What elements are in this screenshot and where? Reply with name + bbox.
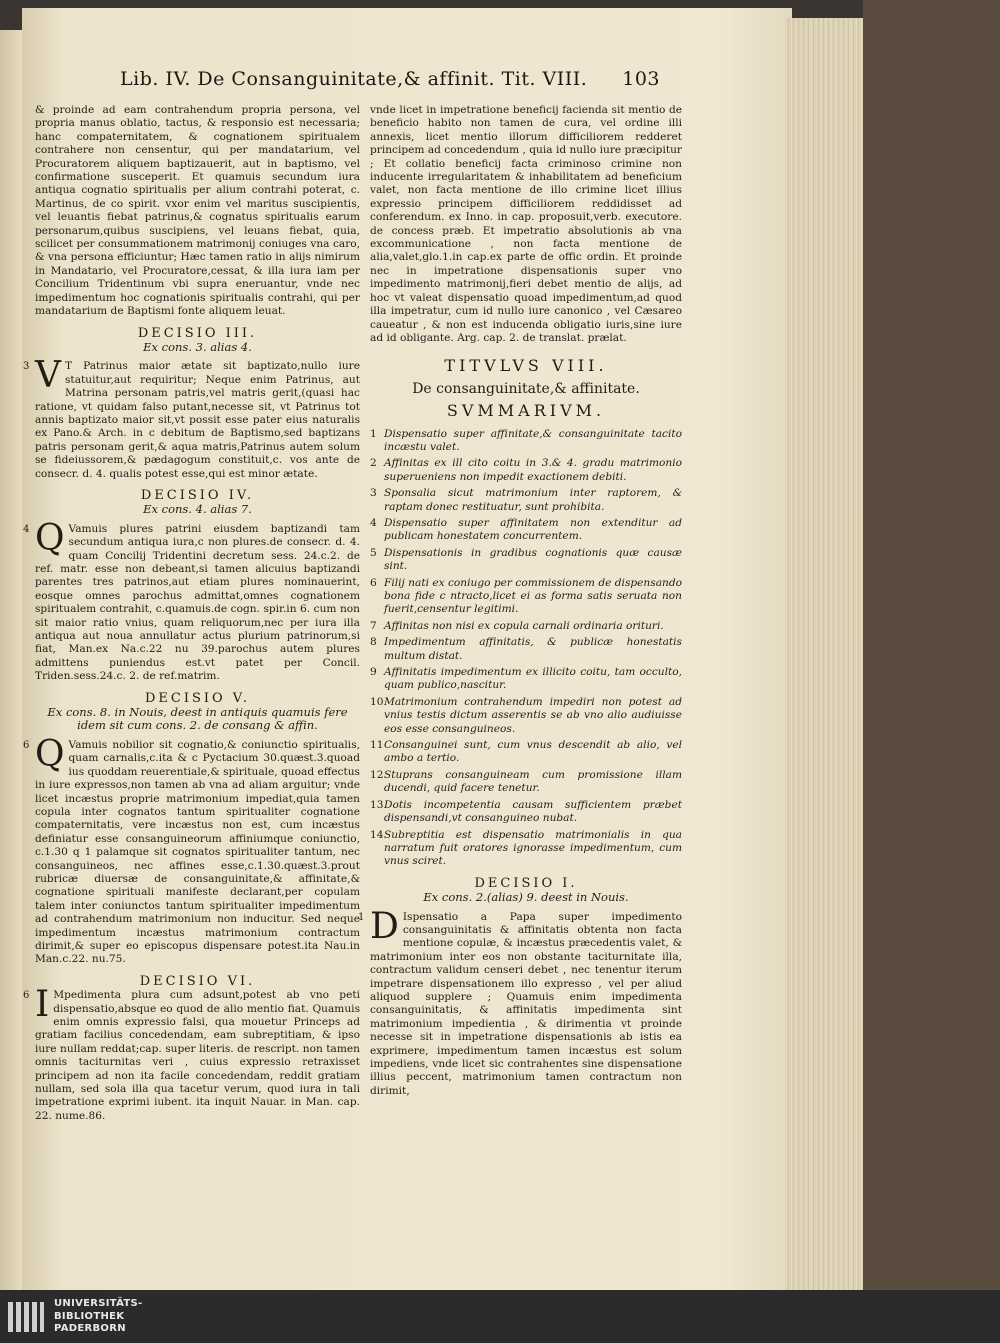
summarium-item [370,799,682,826]
summarium-item-text: Sponsalia sicut matrimonium inter raptorem, & raptam donec restituatur, sunt prohibita. [384,487,682,513]
summarium-item-text: Affinitas ex ill cito coitu in 3.& 4. gradu matrimonio superueniens non impedit exactionem debiti. [384,457,682,483]
summarium-item-number: 8 [370,636,377,649]
intro-text: vnde licet in impetratione beneficij facienda sit mentio de beneficio habito non tamen de cura, vel ordine illi annexis, licet mentio illorum difficiliorem redderet principem ad concedendum , quia id nullo iure præcipitur ; Et collatio beneficij facta criminoso crimine non inducente irregularitatem & inhabilitatem ad beneficium valet, non facta mentione de illo crimine licet illius expressio principem difficiliorem reddidisset ad conferendum. ex Inno. in cap. proposuit,verb. executore. de concess præb. Et impetratio absolutionis ab vna excommunicatione , non facta mentione de alia,valet,glo.1.in cap.ex parte de offic ordin. Et proinde nec in impetratione dispensationis super vno impedimento matrimonij,fieri debet mentio de alijs, ad hoc vt valeat dispensatio quoad impedimentum,ad quod illa impetratur, cum id nullo iure canonico , vel Cæsareo caueatur , & non est inducenda obligatio iuris,sine iure ad id obligante. Arg. cap. 2. de translat. prælat. [370,104,682,344]
paragraph-text: Mpedimenta plura cum adsunt,potest ab vno peti dispensatio,absque eo quod de alio mentio fiat. Quamuis enim omnis expressio falsi, qua mouetur Princeps ad gratiam facilius concedendam, eam subreptitiam, & ipso iure nullam reddat;cap. super literis. de rescript. non tamen omnis taciturnitas veri , cuius expressio retraxisset principem ad non ita facile concedendam, reddit gratiam nullam, sed sola illa qua tacetur verum, quod iura in tali impetratione exprimi iubent. ita inquit Nauar. in Man. cap. 22. nume.86. [35,989,360,1122]
summarium-item-number: 12 [370,768,384,781]
decisio-4-text [23,517,360,684]
summarium-item-text: Dispensationis in gradibus cognationis quæ causæ sint. [384,546,682,573]
summarium-item-number: 4 [370,516,377,529]
titulus-subheading: De consanguinitate,& affinitate. [412,380,640,397]
summarium-item-number: 11 [370,739,384,752]
summarium-item-text: Dispensatio super affinitatem non extenditur ad publicam honestatem concurrentem. [384,516,682,543]
decisio-3-subheading: Ex cons. 3. alias 4. [143,339,252,354]
page-stack-edge [785,18,863,1290]
intro-text: & proinde ad eam contrahendum propria persona, vel propria manus oblatio, tactus, & responsio est necessaria; hanc compaternitatem, & cognationem spiritualem contrahere non censentur, qui per mandatarium, vel Procuratorem aliquem baptizauerit, aut in baptismo, vel confirmatione susceperit. Et quamuis secundum iura antiqua cognatio spiritualis per alium contrahi poterat, c. Martinus, de co spirit. vxor enim vel maritus suscipientis, vel leuantis fiebat patrinus,& cognatus spiritualis earum personarum,quibus suscipiens, vel leuans fiebat, quia, scilicet per consummationem matrimonij coniuges vna caro, & vna persona efficiuntur; Hæc tamen ratio in alijs nimirum in Mandatario, vel Procuratore,cessat, & illa iura iam per Concilium Tridentinum vbi supra eneruantur, vnde nec impedimentum hoc cognationis spiritualis contrahi, qui per mandatarium de Baptismi fonte aliquem leuat. [35,104,360,318]
decisio-5-subheading: Ex cons. 8. in Nouis, deest in antiquis quamuis fere idem sit cum cons. 2. de consang & affin. [47,705,348,733]
summarium-item [370,666,682,693]
summarium-item-text: Affinitas non nisi ex copula carnali ordinaria orituri. [384,619,664,632]
summarium-item-number: 13 [370,798,384,811]
running-header [120,68,660,90]
decisio-1-subheading: Ex cons. 2.(alias) 9. deest in Nouis. [423,890,629,905]
page-number: 103 [622,68,660,90]
footer-bar [0,1290,1000,1343]
initial-letter: V [35,355,61,397]
summarium-list [370,428,682,869]
background-right [863,0,1000,1290]
summarium-item [370,636,682,663]
summarium-item-text: Matrimonium contrahendum impediri non potest ad vnius testis dictum asserentis se ab vno alio audiuisse eos esse consanguineos. [384,695,682,735]
margin-number: 4 [23,523,30,535]
decisio-3-text [23,355,360,481]
library-name [54,1298,143,1336]
paragraph-text: Ispensatio a Papa super impedimento consanguinitatis & affinitatis obtenta non facta mentione copulæ, & incæstus præcedentis valet, & matrimonium inter eos non obstante taciturnitate illa, contractum validum censeri debet , nec tenentur iterum impetrare dispensationem illo expresso , vel per aliud aliquod supplere ; Quamuis enim impedimenta consanguinitatis, & affinitatis impedimenta sint matrimonium impedientia , & dirimentia vt proinde necesse sit in impetratione dispensationis ab istis ea exprimere, impedimentum tamen incæstus est solum impediens, vnde licet sic contrahentes sine dispensatione illius peccent, matrimonium tamen contractum non dirimit, [370,910,682,1097]
summarium-item [370,517,682,544]
summarium-item-text: Dispensatio super affinitate,& consanguinitate tacito incæstu valet. [384,427,682,453]
summarium-item-number: 1 [370,427,377,440]
summarium-item-text: Filij nati ex coniugo per commissionem de dispensando bona fide c ntracto,licet ei as forma satis seruata non fuerit,censentur legitimi. [384,576,682,616]
decisio-3-heading: DECISIO III. [137,325,258,341]
summarium-item [370,457,682,484]
decisio-4-heading: DECISIO IV. [140,487,255,503]
book-page [22,8,792,1290]
summarium-heading: SVMMARIVM. [446,401,606,421]
summarium-item-text: Impedimentum affinitatis, & publicæ honestatis multum distat. [384,636,682,662]
paragraph-text: Vamuis nobilior sit cognatio,& coniunctio spiritualis, quam carnalis,c.ita & c Pyctacium 30.quæst.3.quoad ius quoddam reuerentiale,& spirituale, quoad effectus in iure expressos,non tamen ab vna ad aliam arguitur; vnde licet incæstus proprie matrimonium impediat,quia tamen copula inter cognatos tantum spiritualiter cognatione compaternitatis, vere incæstus non est, cum incæstus definiatur esse consanguineorum affiniumque coniunctio, c.1.30 q 1 palamque sit cognatos spiritualiter tantum, nec consanguineos, nec affines esse,c.1.30.quæst.3.prout rubricæ diuersæ de consanguinitate,& affinitate,& cognatione spirituali manifeste declarant,per copulam talem inter coniunctos tantum spiritualiter impedimentum ad contrahendum matrimonium non inducitur. Sed neque impedimentum incæstus matrimonium contractum dirimit,& super eo episcopus dispensare potest.ita Nau.in Man.c.22. nu.75. [35,738,360,966]
library-name-line: BIBLIOTHEK [54,1310,125,1322]
summarium-item [370,769,682,796]
running-title: Lib. IV. De Consanguinitate,& affinit. Tit. VIII. [120,68,588,90]
summarium-item [370,428,682,455]
summarium-item [370,620,682,633]
left-column [23,104,360,1125]
initial-letter: D [370,905,399,947]
right-column [358,104,682,1100]
decisio-5-heading: DECISIO V. [144,690,251,706]
decisio-1-heading: DECISIO I. [474,875,578,891]
initial-letter: Q [35,733,65,775]
decisio-5-text [23,733,360,967]
summarium-item [370,829,682,869]
summarium-item-text: Affinitatis impedimentum ex illicito coitu, tam occulto, quam publico,nascitur. [384,666,682,692]
decisio-1-text [358,905,682,1099]
summarium-item-number: 14 [370,828,384,841]
summarium-item-text: Subreptitia est dispensatio matrimonialis in qua narratum fuit oratores ignorasse impedimentum, cum vnus sciret. [384,828,682,868]
summarium-item-number: 6 [370,576,377,589]
decisio-6-text [23,984,360,1123]
summarium-item-number: 7 [370,619,377,632]
summarium-item-number: 5 [370,546,377,559]
summarium-item-number: 3 [370,487,377,500]
summarium-item [370,547,682,574]
library-name-line: PADERBORN [54,1323,126,1334]
margin-number: 1 [358,911,365,923]
summarium-item-text: Consanguinei sunt, cum vnus descendit ab alio, vel ambo a tertio. [384,739,682,765]
summarium-item [370,487,682,514]
summarium-item-text: Stuprans consanguineam cum promissione illam ducendi, quid facere tenetur. [384,768,682,795]
summarium-item-number: 9 [370,666,377,679]
summarium-item-number: 10 [370,695,384,708]
summarium-item [370,577,682,617]
initial-letter: Q [35,517,65,559]
initial-letter: I [35,984,50,1026]
margin-number: 3 [23,361,30,373]
titulus-heading: TITVLVS VIII. [444,356,608,376]
margin-number: 6 [23,990,30,1002]
decisio-6-heading: DECISIO VI. [139,973,256,989]
margin-number: 6 [23,739,30,751]
summarium-item-number: 2 [370,457,377,470]
decisio-4-subheading: Ex cons. 4. alias 7. [143,502,252,517]
left-page-edge [0,30,22,1290]
summarium-item [370,739,682,766]
paragraph-text: Vamuis plures patrini eiusdem baptizandi tam secundum antiqua iura,c non plures.de consecr. d. 4. quam Concilij Tridentini decretum sess. 24.c.2. de ref. matr. esse non debeant,si tamen alicuius baptizandi parentes tres patrinos,aut etiam plures nominauerint, eosque omnes parochus admittat,omnes cognationem spiritualem contrahit, c.quamuis.de cogn. spir.in 6. cum non sit maior ratio vnius, quam reliquorum,nec per iura illa antiqua aut noua annullatur actus plurium patrinorum,si fiat, Man.ex Na.c.22 nu 39.parochus autem plures admittens puniendus est.vt patet per Concil. Triden.sess.24.c. 2. de ref.matrim. [35,522,360,683]
summarium-item-text: Dotis incompetentia causam sufficientem præbet dispensandi,vt consanguineo nubat. [384,798,682,825]
library-logo-icon [6,1298,46,1336]
library-name-line: UNIVERSITÄTS- [54,1298,143,1309]
paragraph-text: T Patrinus maior ætate sit baptizato,nullo iure statuitur,aut requiritur; Neque enim Patrinus, aut Matrina personam patris,vel matris gerit,(quasi hac ratione, vt quidam falso putant,necesse sit, vt Patrinus tot annis baptizato maior sit,vt possit esse pater eius naturalis ex Pano.& Arch. in c debitum de Baptismo,sed baptizans patris personam gerit,& aqua matris,Patrinus autem solum se fideiussorem,& pædagogum constituit,c. vos ante de consecr. d. 4. qualis potest esse,qui est minor ætate. [35,360,360,480]
summarium-item [370,696,682,736]
